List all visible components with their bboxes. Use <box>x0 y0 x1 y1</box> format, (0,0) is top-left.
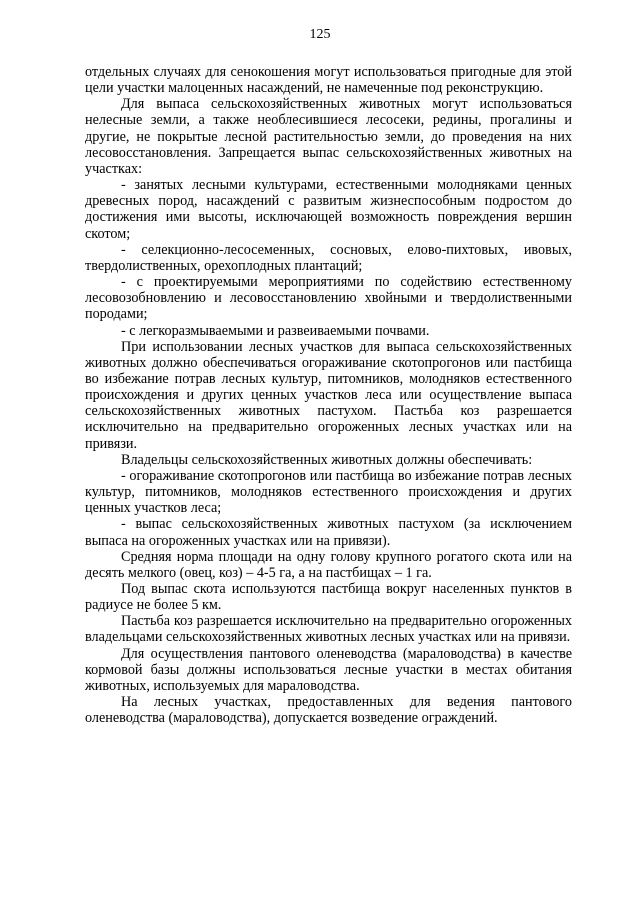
list-item-reforestation: - с проектируемыми мероприятиями по содействию естественному лесовозобновлению и лесовосстановлению хвойными и твердолиственными породами; <box>85 274 572 323</box>
page-number: 125 <box>309 27 331 42</box>
paragraph-pasture-radius: Под выпас скота используются пастбища вокруг населенных пунктов в радиусе не более 5 км. <box>85 581 572 614</box>
list-item-erodible-soils: - с легкоразмываемыми и развеиваемыми почвами. <box>121 322 430 339</box>
paragraph-fences-allowed: На лесных участках, предоставленных для ведения пантового оленеводства (мараловодства), допускается возведение ограждений. <box>85 694 572 727</box>
paragraph-grazing-lands: Для выпаса сельскохозяйственных животных могут использоваться нелесные земли, а также необлесившиеся лесосеки, редины, прогалины и другие, не покрытые лесной растительностью земли, до проведения на них лесовосстановления. Запрещается выпас сельскохозяйственных животных на участках: <box>85 96 572 177</box>
paragraph-goat-grazing: Пастьба коз разрешается исключительно на предварительно огороженных владельцами сельскохозяйственных животных лесных участках или на привязи. <box>85 613 572 646</box>
list-item-forest-crops: - занятых лесными культурами, естественными молодняками ценных древесных пород, насаждений с развитым жизнеспособным подростом до достижения ими высоты, исключающей возможность повреждения вершин скотом; <box>85 177 572 242</box>
paragraph-fencing-requirement: При использовании лесных участков для выпаса сельскохозяйственных животных должно обеспечиваться огораживание скотопрогонов или пастбища во избежание потрав лесных культур, питомников, молодняков естественного происхождения и других ценных участков леса или осуществление выпаса сельскохозяйственных животных пастухом. Пастьба коз разрешается исключительно на предварительно огороженных лесных участках или на привязи. <box>85 338 572 452</box>
paragraph-deer-breeding: Для осуществления пантового оленеводства (мараловодства) в качестве кормовой базы должны использоваться лесные участки в местах обитания животных, используемых для мараловодства. <box>85 645 572 694</box>
document-body <box>85 64 572 726</box>
paragraph-forest-hay-continued: отдельных случаях для сенокошения могут использоваться пригодные для этой цели участки малоценных насаждений, не намеченные под реконструкцию. <box>85 64 572 97</box>
paragraph-owners-obligations: Владельцы сельскохозяйственных животных должны обеспечивать: <box>121 451 533 468</box>
list-item-herding: - выпас сельскохозяйственных животных пастухом (за исключением выпаса на огороженных участках или на привязи). <box>85 516 572 549</box>
list-item-fencing: - огораживание скотопрогонов или пастбища во избежание потрав лесных культур, питомников, молодняков естественного происхождения и других ценных участков леса; <box>85 467 572 517</box>
paragraph-area-norm: Средняя норма площади на одну голову крупного рогатого скота или на десять мелкого (овец, коз) – 4-5 га, а на пастбищах – 1 га. <box>85 548 572 581</box>
list-item-plantations: - селекционно-лесосеменных, сосновых, елово-пихтовых, ивовых, твердолиственных, орехоплодных плантаций; <box>85 241 572 274</box>
